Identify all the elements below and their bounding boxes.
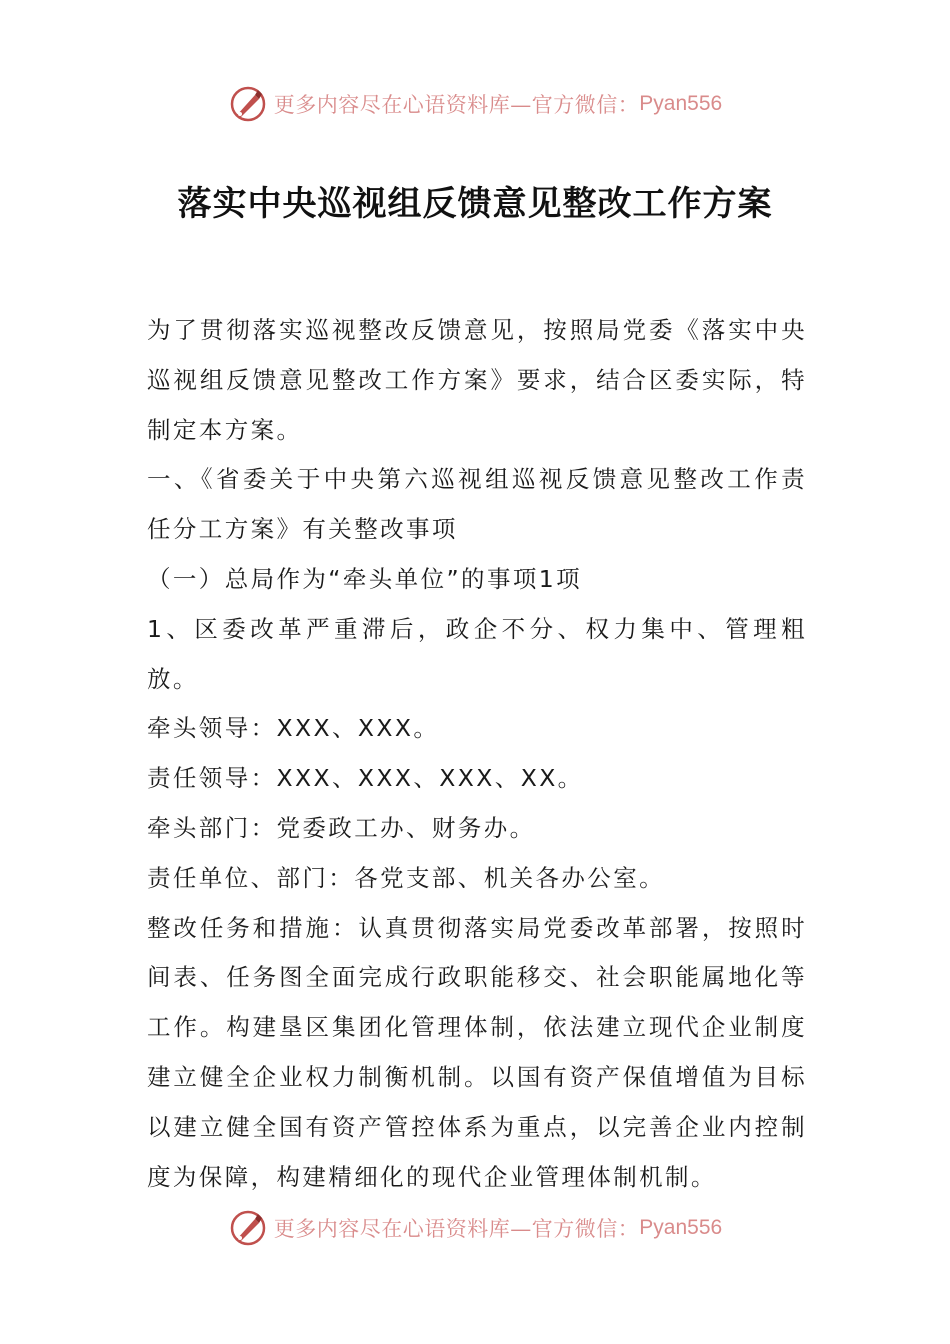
header-banner <box>0 84 950 124</box>
paragraph-intro: 为了贯彻落实巡视整改反馈意见，按照局党委《落实中央巡视组反馈意见整改工作方案》要求，结合区委实际，特制定本方案。 <box>147 316 807 444</box>
paragraph-item-1: 1、区委改革严重滞后，政企不分、权力集中、管理粗放。 <box>147 614 807 693</box>
paragraph-responsible-units: 责任单位、部门：各党支部、机关各办公室。 <box>147 863 665 892</box>
paragraph-tasks-measures: 整改任务和措施：认真贯彻落实局党委改革部署，按照时间表、任务图全面完成行政职能移交、社会职能属地化等工作。构建垦区集团化管理体制，依法建立现代企业制度建立健全企业权力制衡机制。以国有资产保值增值为目标以建立健全国有资产管控体系为重点，以完善企业内控制度为保障，构建精细化的现代企业管理体制机制。 <box>147 913 807 1191</box>
paragraph-subsection-heading: （一）总局作为“牵头单位”的事项1项 <box>147 564 582 593</box>
footer-banner <box>0 1208 950 1248</box>
banner-wechat-handle: Pyan556 <box>639 92 723 115</box>
pen-nib-logo-icon <box>228 84 268 124</box>
banner-wechat-handle: Pyan556 <box>639 1216 723 1239</box>
document-body <box>147 306 807 1202</box>
banner-text: 更多内容尽在心语资料库—官方微信： <box>273 1217 640 1241</box>
paragraph-responsible-leaders: 责任领导：XXX、XXX、XXX、XX。 <box>147 764 584 793</box>
paragraph-lead-departments: 牵头部门：党委政工办、财务办。 <box>147 813 536 842</box>
banner-text: 更多内容尽在心语资料库—官方微信： <box>273 93 640 117</box>
paragraph-lead-leaders: 牵头领导：XXX、XXX。 <box>147 714 440 743</box>
pen-nib-logo-icon <box>228 1208 268 1248</box>
paragraph-section-heading: 一、《省委关于中央第六巡视组巡视反馈意见整改工作责任分工方案》有关整改事项 <box>147 465 807 544</box>
document-title: 落实中央巡视组反馈意见整改工作方案 <box>177 184 773 224</box>
